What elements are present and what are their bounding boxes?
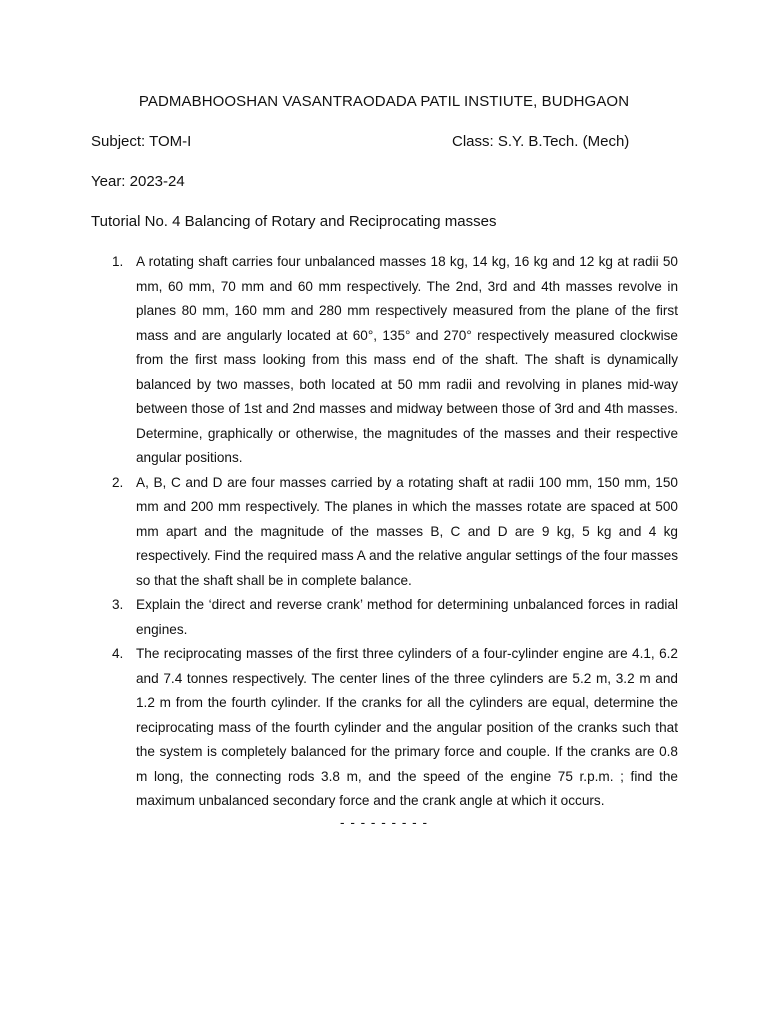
question-item [0, 250, 678, 471]
question-text: A rotating shaft carries four unbalanced masses 18 kg, 14 kg, 16 kg and 12 kg at radii 50 mm, 60 mm, 70 mm and 60 mm respectively. The 2nd, 3rd and 4th masses revolve in planes 80 mm, 160 mm and 280 mm respectively measured from the plane of the first mass and are angularly located at 60°, 135° and 270° respectively measured clockwise from the first mass looking from this mass end of the shaft. The shaft is dynamically balanced by two masses, both located at 50 mm radii and revolving in planes mid-way between those of 1st and 2nd masses and midway between those of 3rd and 4th masses. Determine, graphically or otherwise, the magnitudes of the masses and their respective angular positions. [136, 254, 678, 465]
question-text: The reciprocating masses of the first three cylinders of a four-cylinder engine are 4.1, 6.2 and 7.4 tonnes respectively. The center lines of the three cylinders are 5.2 m, 3.2 m and 1.2 m from the fourth cylinder. If the cranks for all the cylinders are equal, determine the reciprocating mass of the fourth cylinder and the angular position of the cranks such that the system is completely balanced for the primary force and couple. If the cranks are 0.8 m long, the connecting rods 3.8 m, and the speed of the engine 75 r.p.m. ; find the maximum unbalanced secondary force and the crank angle at which it occurs. [136, 646, 678, 808]
question-number: 2. [112, 474, 124, 490]
question-text: A, B, C and D are four masses carried by a rotating shaft at radii 100 mm, 150 mm, 150 mm and 200 mm respectively. The planes in which the masses rotate are spaced at 500 mm apart and the magnitude of the masses B, C and D are 9 kg, 5 kg and 4 kg respectively. Find the required mass A and the relative angular settings of the four masses so that the shaft shall be in complete balance. [136, 474, 678, 588]
question-text: Explain the ‘direct and reverse crank’ method for determining unbalanced forces in radial engines. [136, 597, 678, 637]
question-list [0, 250, 768, 814]
question-number: 1. [112, 254, 124, 269]
question-number: 4. [112, 646, 124, 661]
question-number: 3. [112, 597, 124, 612]
institute-title: PADMABHOOSHAN VASANTRAODADA PATIL INSTIUTE, BUDHGAON [138, 93, 630, 110]
subject-label: Subject: TOM-I [91, 133, 192, 150]
year-label: Year: 2023-24 [91, 173, 185, 190]
question-item [0, 471, 678, 594]
question-item [0, 642, 678, 814]
end-marker: - - - - - - - - - [340, 815, 428, 830]
tutorial-heading: Tutorial No. 4 Balancing of Rotary and Reciprocating masses [91, 213, 497, 230]
class-label: Class: S.Y. B.Tech. (Mech) [452, 133, 630, 150]
question-item [0, 593, 678, 642]
